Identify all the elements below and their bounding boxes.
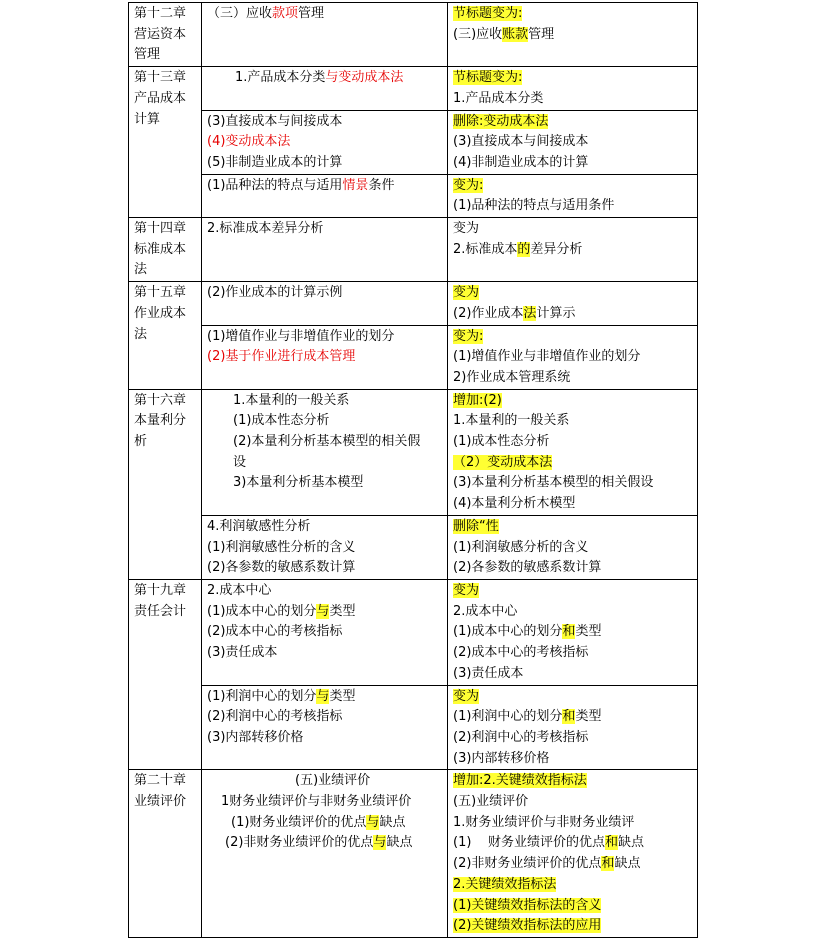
new-content-cell [448,218,698,282]
table-row [129,218,698,282]
changed-text: 款项 [272,6,299,21]
old-content-cell [202,3,448,67]
text-segment: (2)非财务业绩评价的优点 [225,835,374,851]
new-line [453,411,692,432]
text-segment: 类型 [329,688,356,704]
new-line [453,327,692,348]
old-line [207,771,442,792]
highlighted-text: 增加:(2) [453,392,502,408]
text-segment: (4)本量利分析木模型 [453,496,576,512]
new-line [453,453,692,474]
new-line [453,68,692,89]
old-line [207,327,442,348]
new-line [453,196,692,217]
text-segment: (4)非制造业成本的计算 [453,154,589,170]
highlighted-text: 与 [316,688,330,704]
text-segment: 缺点 [614,856,641,872]
text-segment: (1)利润敏感性分析的含义 [207,539,356,555]
text-segment: 缺点 [386,835,413,851]
old-line [207,602,442,623]
old-content-cell [202,282,448,325]
text-segment: (1)成本中心的划分 [207,603,317,619]
new-line [453,602,692,623]
chapter-label: 计算 [134,111,161,127]
highlighted-text: (2)关键绩效指标法的应用 [453,918,602,934]
text-segment: 1财务业绩评价与非财务业绩评价 [221,794,412,810]
table-row [129,325,698,389]
old-line [207,68,442,89]
text-segment: (1)利润敏感分析的含义 [453,539,589,555]
changed-text: (4)变动成本法 [207,134,291,150]
text-segment: (2)成本中心的考核指标 [453,645,589,661]
chapter-cell [129,282,202,390]
highlighted-text: 删除“性 [453,518,499,534]
text-segment: 2.成本中心 [207,582,272,598]
chapter-label: 责任会计 [134,603,187,619]
text-segment: 变为 [453,221,480,237]
old-line [207,4,442,25]
text-segment: 管理 [528,26,555,42]
new-line [453,538,692,559]
table-row [129,515,698,579]
old-line [207,643,442,664]
new-content-cell [448,3,698,67]
new-line [453,176,692,197]
highlighted-text: 变为: [453,177,484,193]
new-line [453,132,692,153]
text-segment: 1.财务业绩评价与非财务业绩评 [453,814,635,830]
old-line [207,517,442,538]
new-line [453,89,692,110]
highlighted-text: 变为 [453,285,480,301]
text-segment: (1) 财务业绩评价的优点 [453,835,605,851]
chapter-cell [129,770,202,938]
old-content-cell [202,389,448,515]
text-segment: (1)成本性态分析 [453,434,550,450]
text-segment: (2)利润中心的考核指标 [207,709,343,725]
old-content-cell [202,325,448,389]
text-segment: (五)业绩评价 [453,794,529,810]
text-segment: 3)本量利分析基本模型 [233,475,364,491]
chapter-label: 第十三章 [134,70,187,86]
text-segment: (3)责任成本 [453,665,524,681]
new-line [453,622,692,643]
text-segment: 1.本量利的一般关系 [453,413,570,429]
highlighted-text: 和 [562,624,576,640]
old-line [207,219,442,240]
table-row [129,110,698,174]
text-segment: 1.产品成本分类 [453,90,544,106]
new-line [453,792,692,813]
new-line [453,240,692,261]
text-segment: 1.本量利的一般关系 [233,392,350,408]
old-line [207,453,442,474]
text-segment: (2)利润中心的考核指标 [453,729,589,745]
text-segment: (1)增值作业与非增值作业的划分 [207,328,395,344]
text-segment: 1.产品成本分类 [235,70,326,86]
chapter-cell [129,389,202,579]
highlighted-text: 变为 [453,582,480,598]
highlighted-text: 和 [562,709,576,725]
old-content-cell [202,685,448,770]
new-line [453,494,692,515]
chapter-label: 作业成本 [134,305,187,321]
changed-text: 情景 [342,177,369,193]
highlighted-text: 节标题变为: [453,6,523,21]
highlighted-text: 账款 [502,26,529,42]
text-segment: 2.标准成本差异分析 [207,221,324,237]
text-segment: (3)直接成本与间接成本 [453,134,589,150]
new-line [453,916,692,937]
new-content-cell [448,325,698,389]
table-row [129,685,698,770]
text-segment: (5)非制造业成本的计算 [207,154,343,170]
highlighted-text: 与 [373,835,387,851]
new-line [453,771,692,792]
old-line [207,707,442,728]
text-segment: (2)各参数的敏感系数计算 [453,560,602,576]
new-content-cell [448,389,698,515]
highlighted-text: 2.关键绩效指标法 [453,876,557,892]
old-content-cell [202,218,448,282]
text-segment: 2.标准成本 [453,241,518,257]
chapter-cell [129,579,202,769]
highlighted-text: (1)关键绩效指标法的含义 [453,897,602,913]
new-line [453,432,692,453]
new-line [453,875,692,896]
changed-text: 与变动成本法 [325,70,404,86]
highlighted-text: 法 [523,305,537,321]
changed-text: (2)基于作业进行成本管理 [207,349,356,365]
table-row [129,67,698,110]
table-row [129,174,698,217]
new-content-cell [448,770,698,938]
new-line [453,687,692,708]
new-line [453,517,692,538]
old-line [207,283,442,304]
chapter-label: 第十五章 [134,285,187,301]
new-line [453,749,692,770]
highlighted-text: 与 [316,603,330,619]
old-line [207,687,442,708]
text-segment: 管理 [298,6,325,21]
text-segment: (2)本量利分析基本模型的相关假 [233,434,421,450]
text-segment: (1)利润中心的划分 [453,709,563,725]
new-line [453,304,692,325]
new-line [453,219,692,240]
text-segment: (1)增值作业与非增值作业的划分 [453,349,641,365]
highlighted-text: 的 [517,241,531,257]
text-segment: (2)作业成本的计算示例 [207,285,343,301]
new-line [453,581,692,602]
chapter-label: 第十九章 [134,582,187,598]
new-line [453,473,692,494]
old-line [207,411,442,432]
table-row [129,579,698,685]
chapter-label: 本量利分 [134,413,187,429]
highlighted-text: 变为: [453,328,484,344]
text-segment: 设 [233,454,247,470]
old-line [207,538,442,559]
old-line [207,792,442,813]
text-segment: (2)作业成本 [453,305,524,321]
new-line [453,707,692,728]
new-line [453,813,692,834]
chapter-cell [129,218,202,282]
old-line [207,558,442,579]
new-line [453,854,692,875]
chapter-label: 产品成本 [134,90,187,106]
new-line [453,558,692,579]
new-content-cell [448,67,698,110]
text-segment: (2)成本中心的考核指标 [207,624,343,640]
chapter-label: 法 [134,326,148,342]
chapter-label: 管理 [134,47,161,63]
highlighted-text: 与 [366,814,380,830]
chapter-label: 第十二章 [134,6,187,21]
chapter-label: 第十四章 [134,221,187,237]
old-line [207,728,442,749]
text-segment: (五)业绩评价 [295,773,371,789]
old-content-cell [202,67,448,110]
old-line [207,391,442,412]
new-line [453,833,692,854]
new-line [453,391,692,412]
chapter-label: 第二十章 [134,773,187,789]
new-line [453,283,692,304]
highlighted-text: （2）变动成本法 [453,454,553,470]
new-line [453,664,692,685]
highlighted-text: 和 [601,856,615,872]
old-line [207,473,442,494]
old-content-cell [202,515,448,579]
text-segment: （三）应收 [207,6,273,21]
old-line [207,813,442,834]
chapter-label: 析 [134,434,148,450]
new-line [453,4,692,25]
text-segment: 类型 [575,709,602,725]
old-line [207,153,442,174]
old-line [207,112,442,133]
chapter-label: 营运资本 [134,26,187,42]
new-content-cell [448,282,698,325]
new-line [453,896,692,917]
new-content-cell [448,685,698,770]
text-segment: (2)各参数的敏感系数计算 [207,560,356,576]
highlighted-text: 增加:2.关键绩效指标法 [453,773,587,789]
old-line [207,432,442,453]
chapter-changes-table [128,2,698,938]
new-content-cell [448,174,698,217]
text-segment: 4.利润敏感性分析 [207,518,311,534]
text-segment: (3)直接成本与间接成本 [207,113,343,129]
new-content-cell [448,515,698,579]
new-line [453,112,692,133]
text-segment: 缺点 [617,835,644,851]
text-segment: 计算示 [536,305,576,321]
table-row [129,282,698,325]
old-content-cell [202,579,448,685]
chapter-label: 业绩评价 [134,794,187,810]
text-segment: (3)内部转移价格 [453,750,550,766]
old-content-cell [202,770,448,938]
new-line [453,643,692,664]
new-line [453,25,692,46]
text-segment: (1)财务业绩评价的优点 [231,814,367,830]
text-segment: 类型 [329,603,356,619]
old-line [207,132,442,153]
chapter-cell [129,67,202,218]
chapter-label: 标准成本 [134,241,187,257]
new-content-cell [448,579,698,685]
old-line [207,176,442,197]
chapter-label: 第十六章 [134,392,187,408]
old-content-cell [202,110,448,174]
new-line [453,153,692,174]
highlighted-text: 和 [604,835,618,851]
text-segment: (1)品种法的特点与适用 [207,177,343,193]
highlighted-text: 变为 [453,688,480,704]
text-segment: 缺点 [379,814,406,830]
new-line [453,728,692,749]
highlighted-text: 删除:变动成本法 [453,113,549,129]
new-line [453,347,692,368]
text-segment: (3)内部转移价格 [207,729,304,745]
chapter-label: 法 [134,262,148,278]
text-segment: (1)利润中心的划分 [207,688,317,704]
text-segment: 差异分析 [530,241,583,257]
text-segment: (3)本量利分析基本模型的相关假设 [453,475,654,491]
text-segment: 2)作业成本管理系统 [453,369,571,385]
text-segment: (1)成本中心的划分 [453,624,563,640]
chapter-cell [129,3,202,67]
text-segment: 2.成本中心 [453,603,518,619]
old-line [207,622,442,643]
table-row [129,3,698,67]
old-line [207,347,442,368]
new-content-cell [448,110,698,174]
text-segment: 条件 [368,177,395,193]
table-row [129,770,698,938]
text-segment: (1)成本性态分析 [233,413,330,429]
text-segment: (3)责任成本 [207,645,278,661]
text-segment: (三)应收 [453,26,503,42]
old-content-cell [202,174,448,217]
new-line [453,368,692,389]
highlighted-text: 节标题变为: [453,70,523,86]
text-segment: (2)非财务业绩评价的优点 [453,856,602,872]
table-row [129,389,698,515]
old-line [207,833,442,854]
text-segment: (1)品种法的特点与适用条件 [453,198,615,214]
text-segment: 类型 [575,624,602,640]
old-line [207,581,442,602]
